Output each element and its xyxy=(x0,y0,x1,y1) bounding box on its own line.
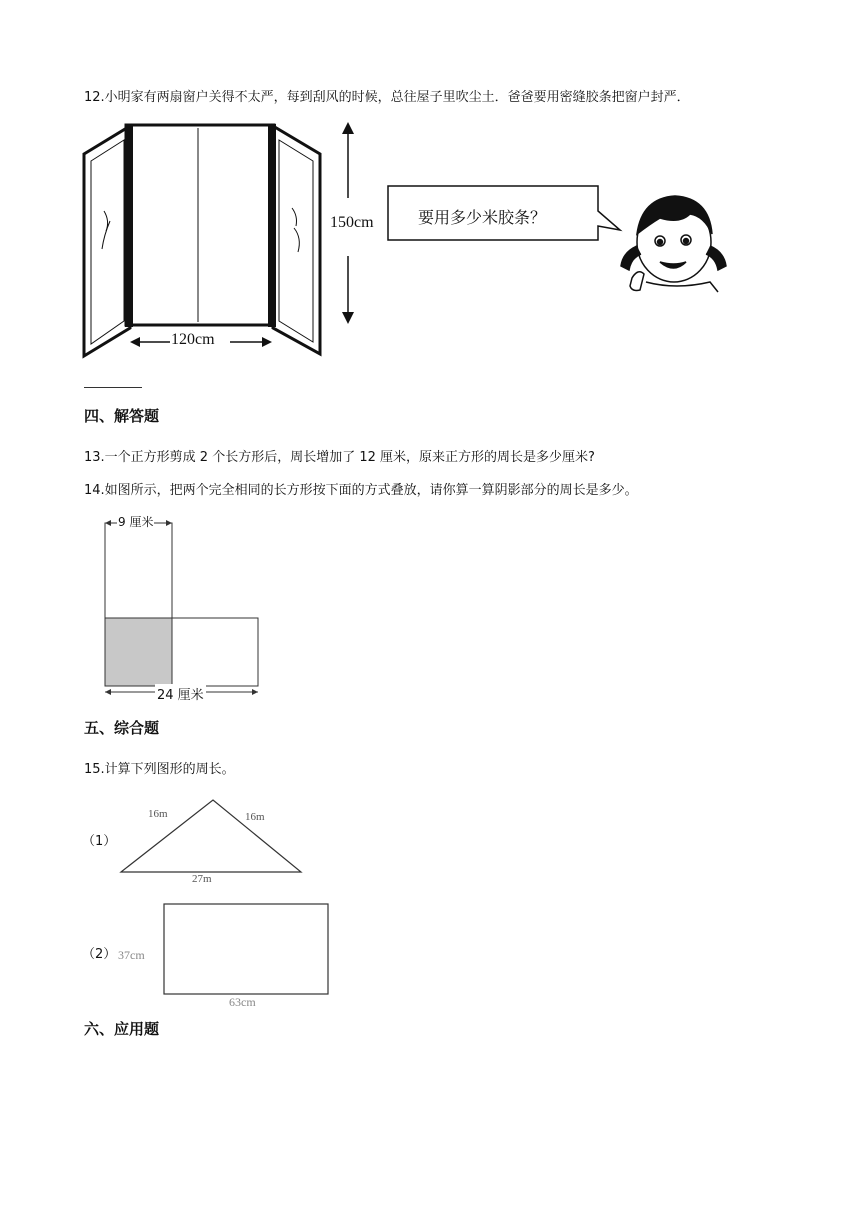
rectangle-width-label: 63cm xyxy=(229,995,256,1009)
right-window-glint xyxy=(292,208,299,252)
window-figure xyxy=(80,116,760,366)
triangle-base-label: 27m xyxy=(192,873,212,885)
triangle-left-label: 16m xyxy=(148,808,168,820)
section-6-heading: 六、应用题 xyxy=(84,1020,160,1038)
shaded-region xyxy=(105,618,172,686)
width-label: 120cm xyxy=(171,331,215,348)
bottom-width-label: 24 厘米 xyxy=(155,684,206,703)
height-label: 150cm xyxy=(330,214,374,231)
window-frame xyxy=(126,125,274,325)
answer-blank xyxy=(84,387,142,388)
triangle-figure xyxy=(118,796,308,876)
question-12-text: 12.小明家有两扇窗户关得不太严，每到刮风的时候，总往屋子里吹尘土．爸爸要用密缝胶条把窗户封严． xyxy=(84,90,690,105)
girl-illustration xyxy=(621,196,726,292)
triangle-right-label: 16m xyxy=(245,811,265,823)
question-13-text: 13.一个正方形剪成 2 个长方形后，周长增加了 12 厘米，原来正方形的周长是多少厘米? xyxy=(84,450,595,465)
height-arrow-bottom xyxy=(342,312,354,324)
figure-2-number: （2） xyxy=(82,947,117,962)
right-window-inner xyxy=(279,140,313,342)
left-window-inner xyxy=(91,140,124,344)
figure-1-number: （1） xyxy=(82,834,117,849)
question-15-text: 15.计算下列图形的周长。 xyxy=(84,762,235,777)
height-arrow-top xyxy=(342,122,354,134)
rectangle-height-label: 37cm xyxy=(118,948,145,962)
width-arrow-right xyxy=(262,337,272,347)
rectangle-shape xyxy=(164,904,328,994)
question-14-text: 14.如图所示，把两个完全相同的长方形按下面的方式叠放，请你算一算阴影部分的周长是多少。 xyxy=(84,483,638,498)
overlap-rectangles-figure xyxy=(96,512,266,704)
left-frame-bar xyxy=(125,124,133,327)
width-arrow-left xyxy=(130,337,140,347)
bubble-text: 要用多少米胶条？ xyxy=(418,208,547,227)
section-4-heading: 四、解答题 xyxy=(84,407,160,425)
rectangle-figure xyxy=(160,901,332,997)
top-width-label: 9 厘米 xyxy=(118,515,154,529)
section-5-heading: 五、综合题 xyxy=(84,719,160,737)
left-window-glint xyxy=(102,211,110,249)
